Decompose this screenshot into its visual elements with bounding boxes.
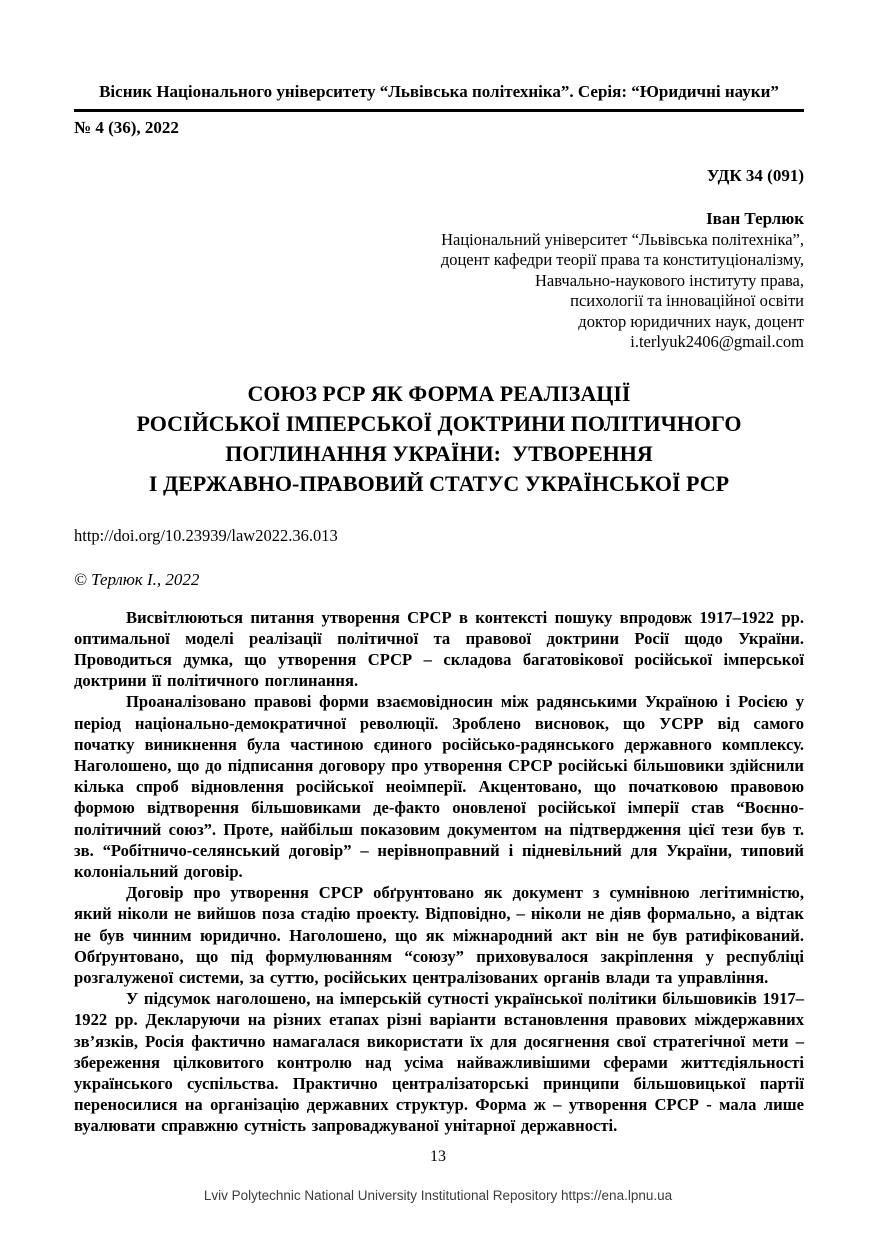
author-affiliation-line: Навчально-наукового інституту права, — [535, 270, 804, 290]
udc-code: УДК 34 (091) — [706, 166, 804, 185]
author-name: Іван Терлюк — [706, 209, 804, 228]
abstract-paragraph: У підсумок наголошено, на імперській сутності української політики більшовиків 1917–1922 рр. Декларуючи на різних етапах різні варіанти встановлення правових міждержавних зв’язків, Росія фактично намагалася використати їх для досягнення свої стратегічної мети – збереження цілковитого контролю над усіма найважливішими сферами життєдіяльності українського суспільства. Практично централізаторські принципи більшовицької партії переносилися на організацію державних структур. Форма ж – утворення СРСР - мала лише вуалювати справжню сутність запроваджуваної унітарної державності. — [74, 989, 804, 1136]
author-affiliation-line: доктор юридичних наук, доцент — [578, 311, 804, 331]
abstract-paragraph: Проаналізовано правові форми взаємовідносин між радянськими Україною і Росією у період національно-демократичної революції. Зроблено висновок, що УСРР від самого початку виникнення була частиною єдиного російсько-радянського державного комплексу. Наголошено, що до підписання договору про утворення СРСР російські більшовики здійснили кілька спроб відновлення російської неоімперії. Акцентовано, що початковою правовою формою відтворення більшовиками де-факто оновленої російської імперії став “Воєнно-політичний союз”. Проте, найбільш показовим документом на підтвердження цієї тези був т. зв. “Робітничо-селянський договір” – нерівноправний і підневільний для України, типовий колоніальний договір. — [74, 692, 804, 881]
copyright-notice: © Терлюк І., 2022 — [74, 569, 200, 589]
article-title-line: ПОГЛИНАННЯ УКРАЇНИ: УТВОРЕННЯ — [225, 440, 653, 466]
abstract — [74, 607, 804, 1137]
repository-footer-link[interactable]: Lviv Polytechnic National University Institutional Repository https://ena.lpnu.ua — [203, 1188, 673, 1203]
article-title-line: СОЮЗ РСР ЯК ФОРМА РЕАЛІЗАЦІЇ — [247, 380, 631, 406]
author-affiliation-line: доцент кафедри теорії права та конституціоналізму, — [440, 250, 804, 269]
page-number: 13 — [430, 1148, 446, 1165]
journal-issue: № 4 (36), 2022 — [74, 118, 179, 137]
abstract-paragraph: Договір про утворення СРСР обґрунтовано як документ з сумнівною легітимністю, який ніколи не вийшов поза стадію проекту. Відповідно, – ніколи не діяв формально, а відтак не був чинним юридично. Наголошено, що як міжнародний акт він не був ратифікований. Обґрунтовано, що під формулюванням “союзу” приховувалося закріплення у республіці розгалуженої системи, за суттю, російських централізованих органів влади та управління. — [74, 883, 804, 987]
author-email[interactable]: i.terlyuk2406@gmail.com — [630, 332, 804, 351]
doi-link[interactable]: http://doi.org/10.23939/law2022.36.013 — [74, 525, 338, 545]
article-title — [74, 379, 804, 499]
author-affiliation-line: Національний університет “Львівська політехніка”, — [441, 229, 804, 249]
page-content — [74, 0, 804, 1137]
journal-header: Вісник Національного університету “Львівська політехніка”. Серія: “Юридичні науки” — [74, 82, 804, 112]
article-title-line: РОСІЙСЬКОЇ ІМПЕРСЬКОЇ ДОКТРИНИ ПОЛІТИЧНОГО — [136, 410, 742, 436]
author-block — [74, 209, 804, 353]
author-affiliation-line: психології та інноваційної освіти — [570, 291, 804, 310]
abstract-paragraph: Висвітлюються питання утворення СРСР в контексті пошуку впродовж 1917–1922 рр. оптимальної моделі реалізації політичної та правової доктрини Росії щодо України. Проводиться думка, що утворення СРСР – складова багатовікової російської імперської доктрини її політичного поглинання. — [74, 607, 804, 691]
article-title-line: І ДЕРЖАВНО-ПРАВОВИЙ СТАТУС УКРАЇНСЬКОЇ РСР — [148, 470, 730, 496]
